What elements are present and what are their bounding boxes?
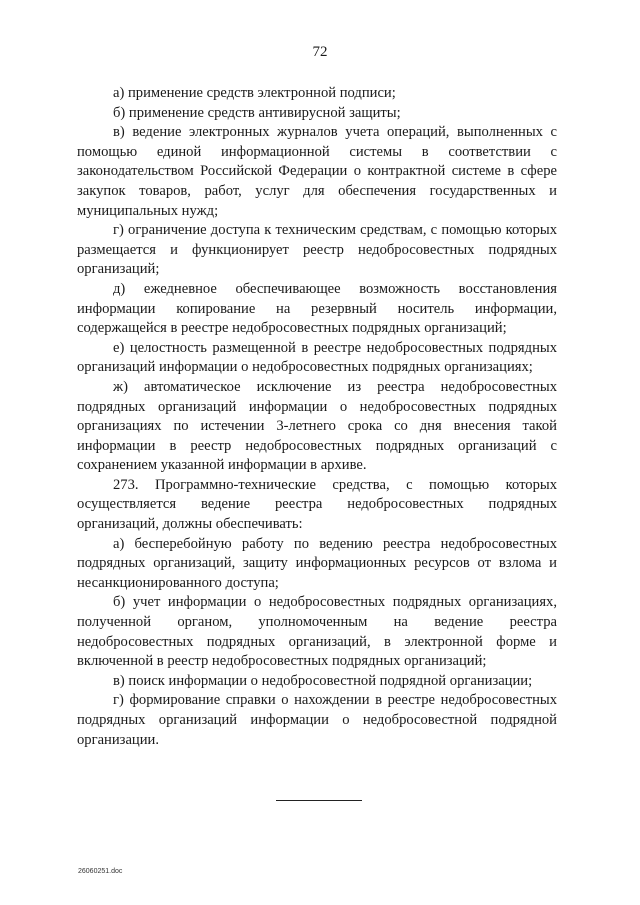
paragraph-zh-automatic-exclusion: ж) автоматическое исключение из реестра недобросовестных подрядных организаций информации о недобросовестных подрядных организациях по истечении 3-летнего срока со дня внесения такой информации в реестр недобросовестных подрядных организаций с сохранением указанной информации в архиве.	[77, 378, 557, 474]
paragraph-a-electronic-signature: а) применение средств электронной подписи;	[113, 85, 396, 101]
document-body	[77, 84, 557, 750]
paragraph-v-information-search: в) поиск информации о недобросовестной подрядной организации;	[113, 672, 533, 689]
paragraph-b-antivirus: б) применение средств антивирусной защиты;	[113, 104, 401, 121]
paragraph-273-software-hardware: 273. Программно-технические средства, с помощью которых осуществляется ведение реестра недобросовестных подрядных организаций, должны обеспечивать:	[77, 476, 557, 533]
paragraph-g-certificate-generation: г) формирование справки о нахождении в реестре недобросовестных подрядных организаций информации о недобросовестной подрядной организации.	[77, 692, 557, 748]
document-file-code: 26060251.doc	[78, 868, 123, 875]
end-separator-line	[276, 800, 362, 801]
paragraph-b-information-accounting: б) учет информации о недобросовестных подрядных организациях, полученной органом, уполномоченным на ведение реестра недобросовестных подрядных организаций, в электронной форме и включенной в реестр недобросовестных подрядных организаций;	[77, 594, 557, 670]
paragraph-e-integrity: е) целостность размещенной в реестре недобросовестных подрядных организаций информации о недобросовестных подрядных организациях;	[77, 339, 557, 376]
paragraph-g-access-restriction: г) ограничение доступа к техническим средствам, с помощью которых размещается и функционирует реестр недобросовестных подрядных организаций;	[77, 222, 557, 278]
page-number: 72	[312, 44, 328, 60]
paragraph-d-daily-backup: д) ежедневное обеспечивающее возможность восстановления информации копирование на резервный носитель информации, содержащейся в реестре недобросовестных подрядных организаций;	[77, 280, 557, 337]
paragraph-a-uninterrupted-operation: а) бесперебойную работу по ведению реестра недобросовестных подрядных организаций, защиту информационных ресурсов от взлома и несанкционированного доступа;	[77, 535, 557, 591]
paragraph-v-operation-logs: в) ведение электронных журналов учета операций, выполненных с помощью единой информационной системы в соответствии с законодательством Российской Федерации о контрактной системе в сфере закупок товаров, работ, услуг для обеспечения государственных и муниципальных нужд;	[77, 124, 557, 219]
